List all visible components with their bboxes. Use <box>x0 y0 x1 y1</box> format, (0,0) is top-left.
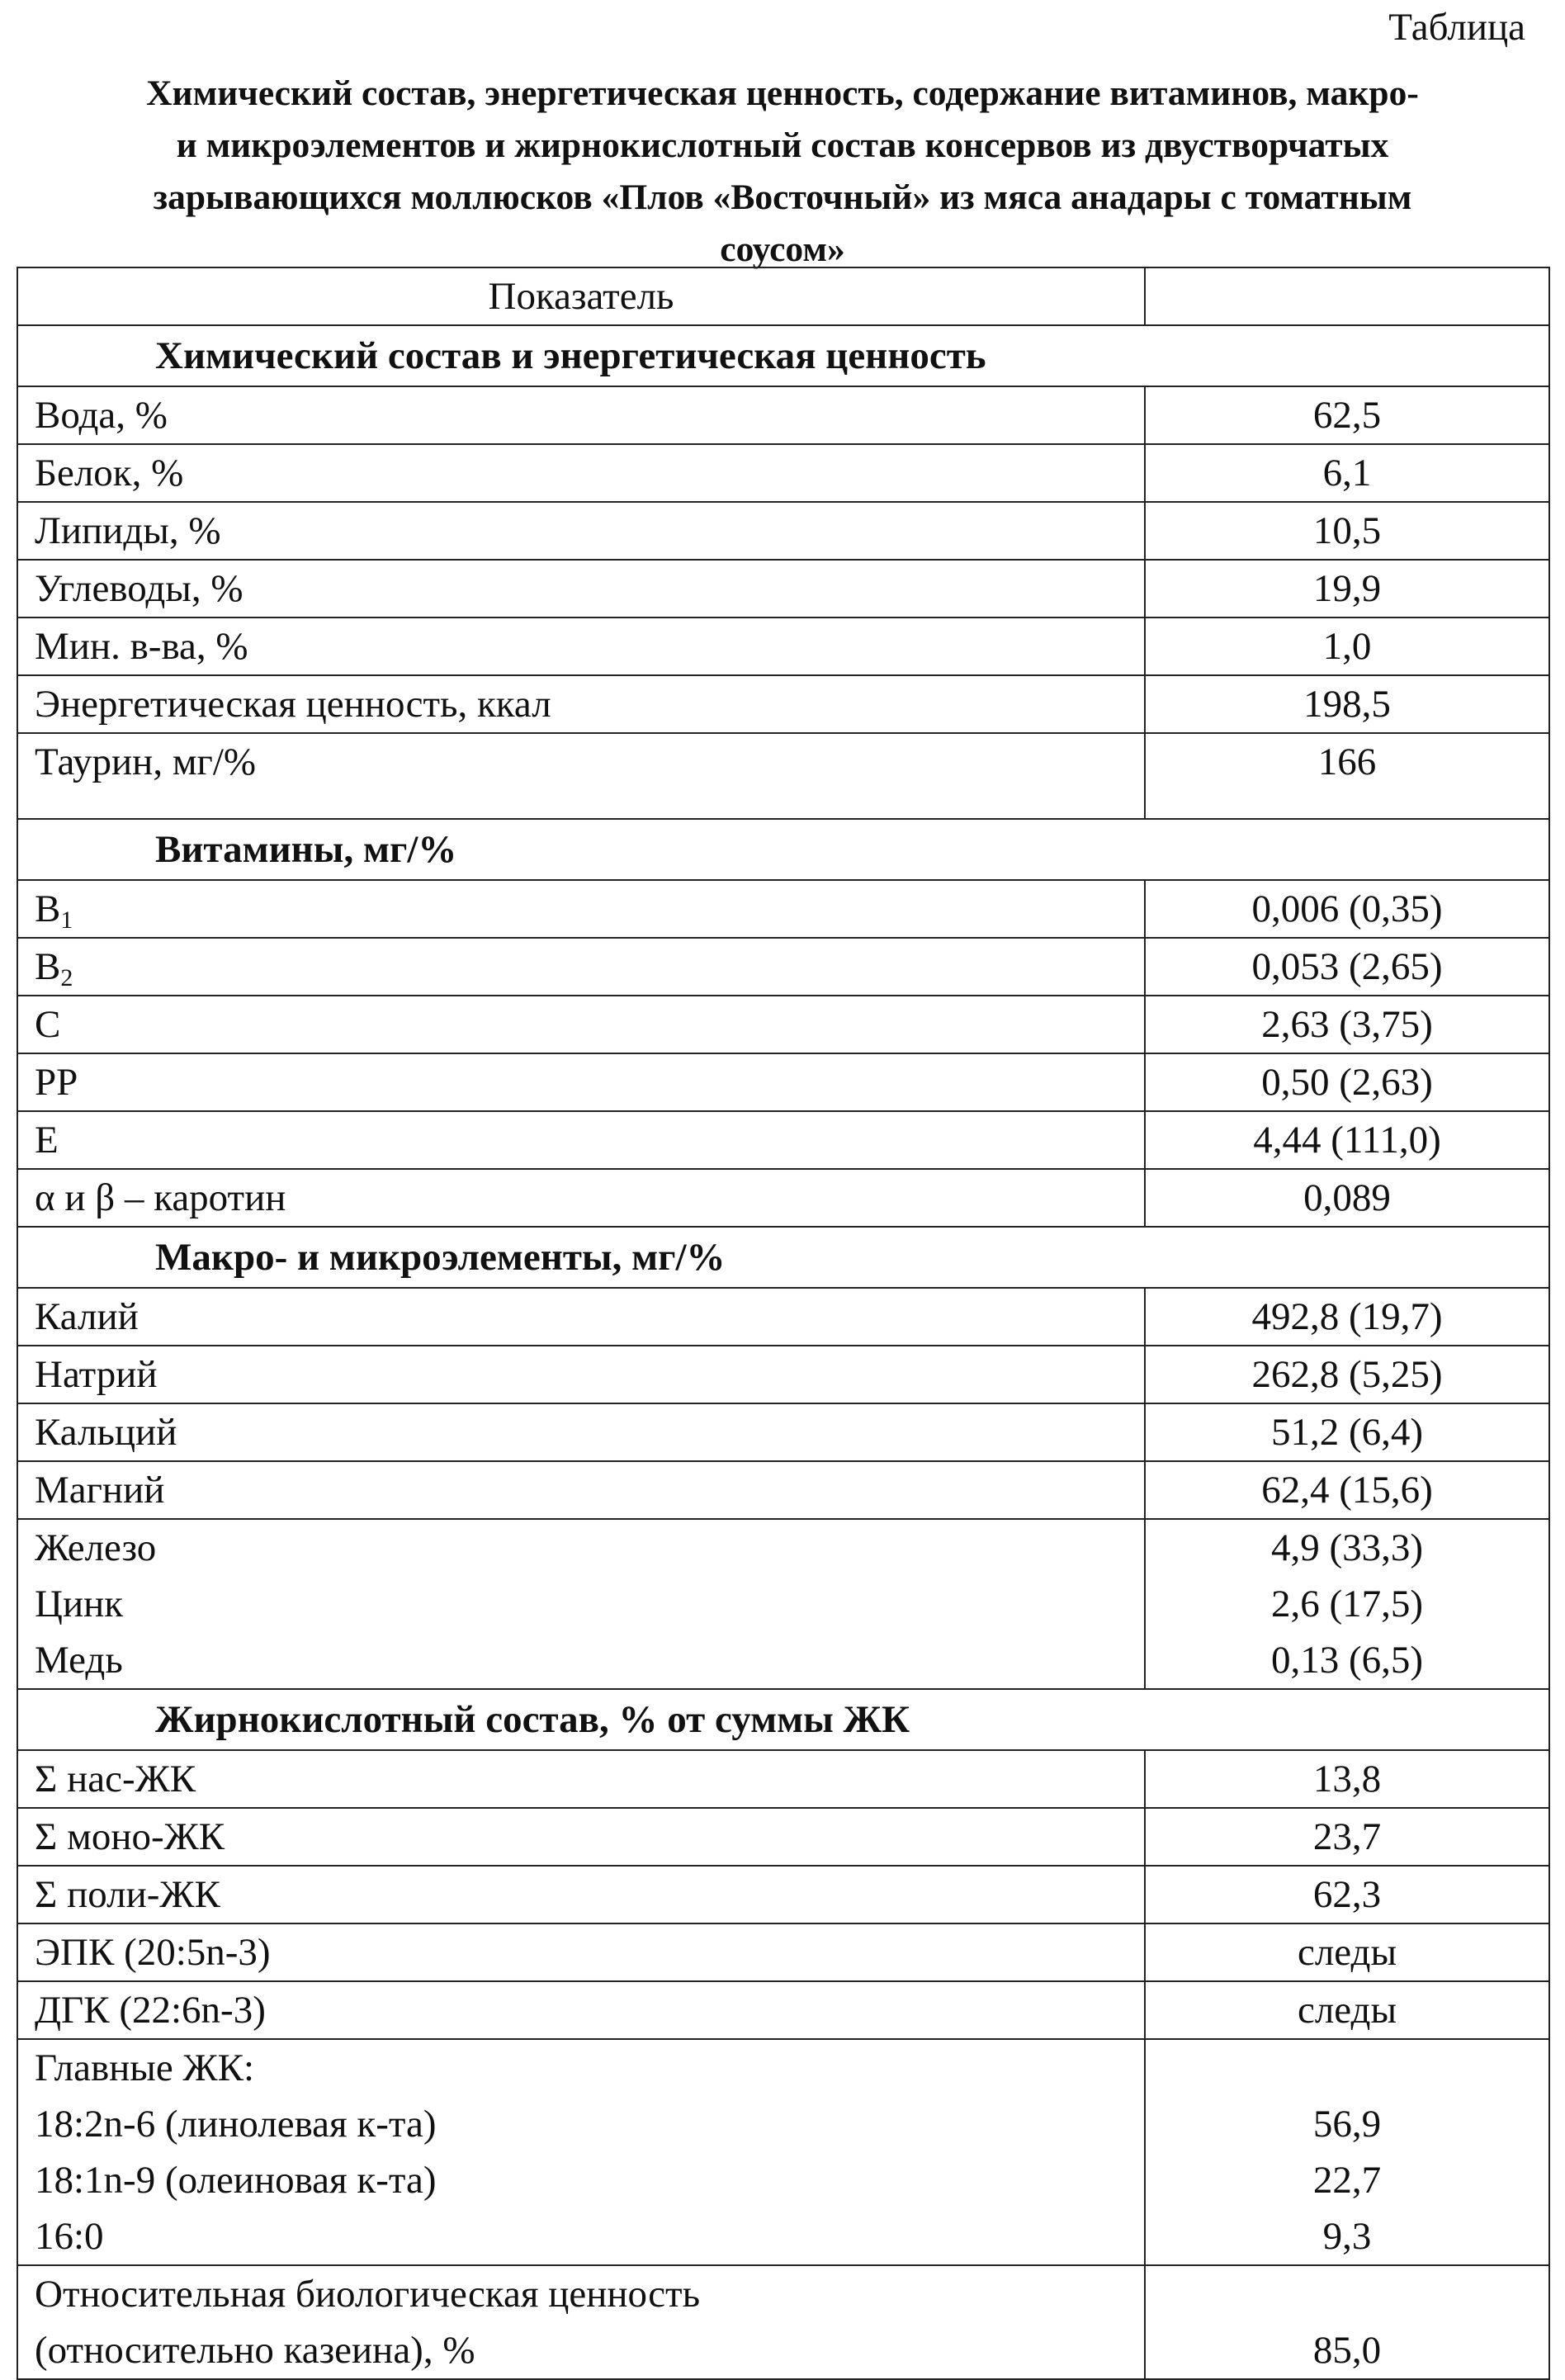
row-label <box>17 2039 1145 2265</box>
document-title <box>17 68 1548 276</box>
row-value: 2,63 (3,75) <box>1145 996 1549 1053</box>
table-row <box>17 1808 1549 1866</box>
main-fa-value: 9,3 <box>1322 2215 1372 2258</box>
row-label: α и β – каротин <box>17 1169 1145 1227</box>
row-value: следы <box>1145 1981 1549 2039</box>
header-value <box>1145 267 1549 325</box>
section-title-fatty-acids: Жирнокислотный состав, % от суммы ЖК <box>17 1689 1549 1750</box>
table-row <box>17 386 1549 444</box>
row-value: 62,3 <box>1145 1866 1549 1923</box>
title-line: и микроэлементов и жирнокислотный состав консервов из двустворчатых <box>176 125 1389 165</box>
table-row <box>17 1053 1549 1111</box>
table-row <box>17 444 1549 502</box>
main-fa-label: 18:1n-9 (олеиновая к-та) <box>35 2159 437 2202</box>
final-label-line: (относительно казеина), % <box>35 2329 475 2372</box>
main-fa-label: 16:0 <box>35 2215 104 2258</box>
section-row <box>17 1227 1549 1288</box>
row-value: 51,2 (6,4) <box>1145 1403 1549 1461</box>
table-row <box>17 2039 1549 2265</box>
main-fa-label: 18:2n-6 (линолевая к-та) <box>35 2103 437 2146</box>
composition-table <box>17 267 1550 2380</box>
table-row <box>17 1346 1549 1403</box>
row-value: 4,44 (111,0) <box>1145 1111 1549 1169</box>
title-line: соусом» <box>720 229 845 269</box>
group-value: 0,13 (6,5) <box>1270 1639 1424 1682</box>
row-value: 166 <box>1145 733 1549 819</box>
table-row <box>17 1111 1549 1169</box>
vitamin-subscript: 2 <box>60 964 73 991</box>
table-row <box>17 560 1549 617</box>
row-value <box>1145 2039 1549 2265</box>
group-value: 2,6 (17,5) <box>1270 1583 1424 1625</box>
table-row <box>17 1288 1549 1346</box>
row-value <box>1145 1519 1549 1689</box>
row-value: 1,0 <box>1145 617 1549 675</box>
group-label: Медь <box>35 1639 123 1682</box>
table-row <box>17 502 1549 560</box>
row-value: 262,8 (5,25) <box>1145 1346 1549 1403</box>
row-value: 19,9 <box>1145 560 1549 617</box>
header-indicator: Показатель <box>17 267 1145 325</box>
row-label <box>17 2265 1145 2379</box>
table-row <box>17 1169 1549 1227</box>
row-label: Σ моно-ЖК <box>17 1808 1145 1866</box>
row-label: ЭПК (20:5n-3) <box>17 1923 1145 1981</box>
row-value: 0,006 (0,35) <box>1145 880 1549 938</box>
row-label: E <box>17 1111 1145 1169</box>
section-row <box>17 1689 1549 1750</box>
section-title-vitamins: Витамины, мг/% <box>17 819 1549 880</box>
row-value: 62,4 (15,6) <box>1145 1461 1549 1519</box>
row-label: Магний <box>17 1461 1145 1519</box>
main-fa-value: 56,9 <box>1312 2103 1382 2146</box>
table-row <box>17 2265 1549 2379</box>
row-label: Мин. в-ва, % <box>17 617 1145 675</box>
title-line: Химический состав, энергетическая ценность, содержание витаминов, макро- <box>146 73 1419 113</box>
row-label: Σ поли-ЖК <box>17 1866 1145 1923</box>
section-row <box>17 325 1549 386</box>
row-value: 10,5 <box>1145 502 1549 560</box>
row-value: 23,7 <box>1145 1808 1549 1866</box>
table-row <box>17 675 1549 733</box>
header-row <box>17 267 1549 325</box>
main-fa-value: 22,7 <box>1312 2159 1382 2202</box>
row-label <box>17 880 1145 938</box>
row-label: Белок, % <box>17 444 1145 502</box>
row-label: Углеводы, % <box>17 560 1145 617</box>
vitamin-name: B <box>35 945 61 988</box>
final-label-line: Относительная биологическая ценность <box>35 2273 701 2316</box>
table-row <box>17 1461 1549 1519</box>
vitamin-name: B <box>35 887 61 930</box>
row-value: следы <box>1145 1923 1549 1981</box>
row-label: PP <box>17 1053 1145 1111</box>
table-row <box>17 996 1549 1053</box>
group-value: 4,9 (33,3) <box>1270 1526 1424 1569</box>
row-label: C <box>17 996 1145 1053</box>
row-value: 198,5 <box>1145 675 1549 733</box>
section-title-chemical: Химический состав и энергетическая ценность <box>17 325 1549 386</box>
row-value <box>1145 2265 1549 2379</box>
table-row <box>17 938 1549 996</box>
row-label: ДГК (22:6n-3) <box>17 1981 1145 2039</box>
table-row <box>17 1519 1549 1689</box>
row-label: Σ нас-ЖК <box>17 1750 1145 1808</box>
table-row <box>17 1981 1549 2039</box>
row-value: 62,5 <box>1145 386 1549 444</box>
row-value: 13,8 <box>1145 1750 1549 1808</box>
row-label-text: Таурин, мг/% <box>35 740 257 783</box>
table-row <box>17 1866 1549 1923</box>
row-label <box>17 1519 1145 1689</box>
section-title-minerals: Макро- и микроэлементы, мг/% <box>17 1227 1549 1288</box>
title-line: зарывающихся моллюсков «Плов «Восточный» из мяса анадары с томатным <box>153 177 1412 217</box>
row-label <box>17 938 1145 996</box>
group-label: Цинк <box>35 1583 124 1625</box>
row-label: Вода, % <box>17 386 1145 444</box>
section-row <box>17 819 1549 880</box>
table-row <box>17 1750 1549 1808</box>
row-value: 492,8 (19,7) <box>1145 1288 1549 1346</box>
row-value: 0,50 (2,63) <box>1145 1053 1549 1111</box>
row-label: Калий <box>17 1288 1145 1346</box>
table-caption: Таблица <box>1388 6 1525 49</box>
row-label: Натрий <box>17 1346 1145 1403</box>
final-value: 85,0 <box>1312 2329 1382 2372</box>
row-value: 0,053 (2,65) <box>1145 938 1549 996</box>
main-fa-heading: Главные ЖК: <box>35 2046 255 2089</box>
row-value: 6,1 <box>1145 444 1549 502</box>
row-label: Кальций <box>17 1403 1145 1461</box>
table-row <box>17 880 1549 938</box>
row-label <box>17 733 1145 819</box>
group-label: Железо <box>35 1526 157 1569</box>
table-row <box>17 1923 1549 1981</box>
row-value: 0,089 <box>1145 1169 1549 1227</box>
row-label: Липиды, % <box>17 502 1145 560</box>
table-row <box>17 733 1549 819</box>
row-label: Энергетическая ценность, ккал <box>17 675 1145 733</box>
table-row <box>17 617 1549 675</box>
vitamin-subscript: 1 <box>60 906 73 934</box>
table-row <box>17 1403 1549 1461</box>
